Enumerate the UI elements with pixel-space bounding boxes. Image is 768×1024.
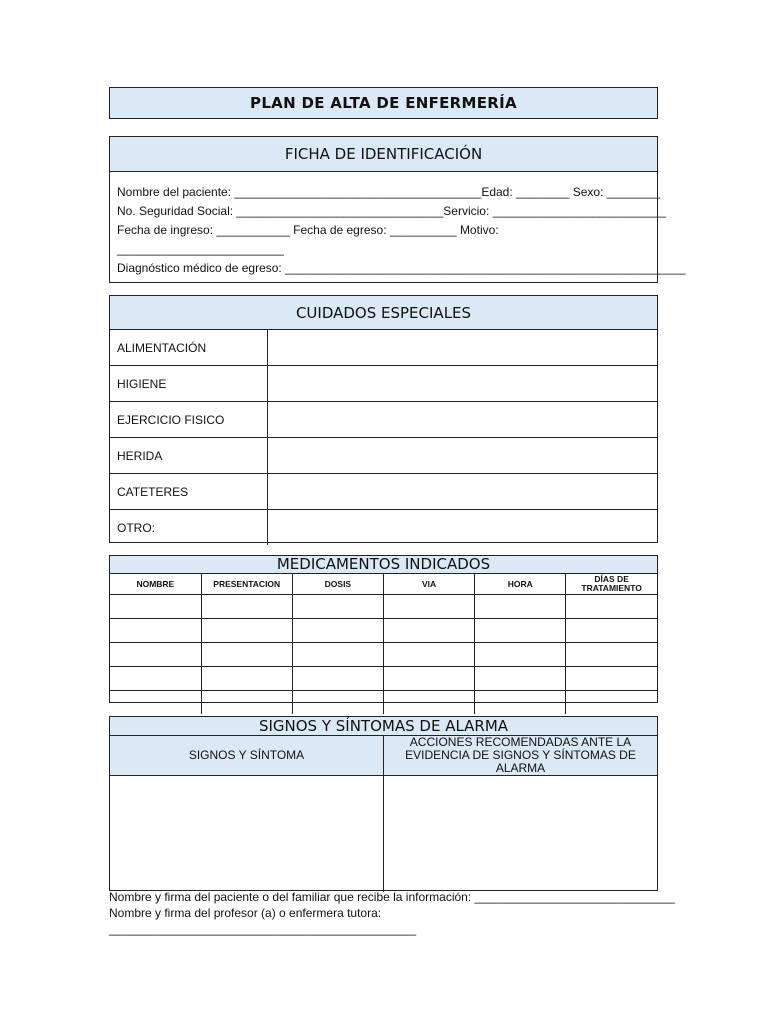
care-field-higiene[interactable] (268, 366, 658, 402)
alarm-signs-column-headers (110, 736, 657, 776)
tutor-signature-line[interactable]: ______________________________________________ (109, 922, 416, 936)
care-field-ejercicio[interactable] (268, 402, 658, 438)
table-cell[interactable] (566, 643, 657, 667)
tutor-signature-label: Nombre y firma del profesor (a) o enfermera tutora: (109, 906, 382, 920)
table-row (110, 619, 657, 643)
table-cell[interactable] (201, 643, 292, 667)
column-header-signos: SIGNOS Y SÍNTOMA (110, 736, 384, 775)
table-cell[interactable] (383, 691, 474, 715)
table-cell[interactable] (383, 667, 474, 691)
table-cell[interactable] (201, 595, 292, 619)
discharge-diagnosis-line[interactable]: Diagnóstico médico de egreso: ____________________________________________________________ (117, 261, 686, 275)
alarm-signs-heading: SIGNOS Y SÍNTOMAS DE ALARMA (110, 717, 657, 736)
table-cell[interactable] (566, 667, 657, 691)
table-cell[interactable] (383, 619, 474, 643)
table-row (110, 510, 657, 546)
identification-section (109, 136, 686, 283)
column-header-nombre: NOMBRE (110, 574, 201, 595)
column-header-presentacion: PRESENTACION (201, 574, 292, 595)
table-cell[interactable] (292, 595, 383, 619)
social-security-line[interactable]: No. Seguridad Social: _______________________________Servicio: __________________________ (117, 204, 667, 218)
table-cell[interactable] (475, 619, 566, 643)
table-cell[interactable] (383, 595, 474, 619)
care-field-cateteres[interactable] (268, 474, 658, 510)
table-header-row (110, 574, 657, 595)
signature-block (109, 889, 675, 937)
care-field-herida[interactable] (268, 438, 658, 474)
table-row (110, 330, 657, 366)
table-cell[interactable] (110, 643, 201, 667)
patient-signature-line[interactable]: Nombre y firma del paciente o del familiar que recibe la información: ______________________________ (109, 890, 675, 904)
alarm-signs-section (109, 716, 658, 891)
special-care-table (110, 330, 657, 545)
table-cell[interactable] (475, 667, 566, 691)
table-cell[interactable] (110, 691, 201, 715)
medications-heading: MEDICAMENTOS INDICADOS (110, 556, 657, 574)
column-header-hora: HORA (475, 574, 566, 595)
actions-field[interactable] (384, 776, 657, 892)
table-cell[interactable] (110, 595, 201, 619)
table-cell[interactable] (475, 691, 566, 715)
table-row (110, 643, 657, 667)
table-row (110, 402, 657, 438)
alarm-signs-body (110, 776, 657, 892)
column-header-via: VIA (383, 574, 474, 595)
care-label-otro: OTRO: (110, 510, 268, 546)
table-row (110, 595, 657, 619)
table-row (110, 366, 657, 402)
care-label-cateteres: CATETERES (110, 474, 268, 510)
patient-name-line[interactable]: Nombre del paciente: _____________________________________Edad: ________ Sexo: ________ (117, 185, 661, 199)
care-label-ejercicio: EJERCICIO FISICO (110, 402, 268, 438)
table-cell[interactable] (475, 595, 566, 619)
column-header-dias: DÍAS DE TRATAMIENTO (566, 574, 657, 595)
table-cell[interactable] (201, 667, 292, 691)
table-cell[interactable] (292, 691, 383, 715)
special-care-heading: CUIDADOS ESPECIALES (110, 296, 657, 330)
medications-table (110, 574, 657, 714)
table-cell[interactable] (201, 619, 292, 643)
column-header-dosis: DOSIS (292, 574, 383, 595)
table-cell[interactable] (383, 643, 474, 667)
signs-field[interactable] (110, 776, 384, 892)
table-cell[interactable] (292, 643, 383, 667)
reason-continuation-line[interactable]: _________________________ (117, 242, 284, 256)
admission-dates-line[interactable]: Fecha de ingreso: ___________ Fecha de egreso: __________ Motivo: (117, 223, 499, 237)
care-label-alimentacion: ALIMENTACIÓN (110, 330, 268, 366)
identification-heading: FICHA DE IDENTIFICACIÓN (110, 137, 657, 172)
table-cell[interactable] (110, 667, 201, 691)
column-header-acciones: ACCIONES RECOMENDADAS ANTE LA EVIDENCIA DE SIGNOS Y SÍNTOMAS DE ALARMA (405, 735, 636, 775)
table-cell[interactable] (110, 619, 201, 643)
table-cell[interactable] (566, 619, 657, 643)
special-care-section (109, 295, 658, 543)
form-title: PLAN DE ALTA DE ENFERMERÍA (109, 87, 658, 119)
table-row (110, 667, 657, 691)
care-field-otro[interactable] (268, 510, 658, 546)
care-label-herida: HERIDA (110, 438, 268, 474)
table-cell[interactable] (566, 595, 657, 619)
table-row (110, 691, 657, 715)
table-cell[interactable] (292, 667, 383, 691)
table-cell[interactable] (201, 691, 292, 715)
table-cell[interactable] (475, 643, 566, 667)
table-cell[interactable] (292, 619, 383, 643)
table-cell[interactable] (566, 691, 657, 715)
table-row (110, 438, 657, 474)
identification-fields (110, 172, 686, 278)
care-field-alimentacion[interactable] (268, 330, 658, 366)
table-row (110, 474, 657, 510)
care-label-higiene: HIGIENE (110, 366, 268, 402)
medications-section (109, 555, 658, 703)
